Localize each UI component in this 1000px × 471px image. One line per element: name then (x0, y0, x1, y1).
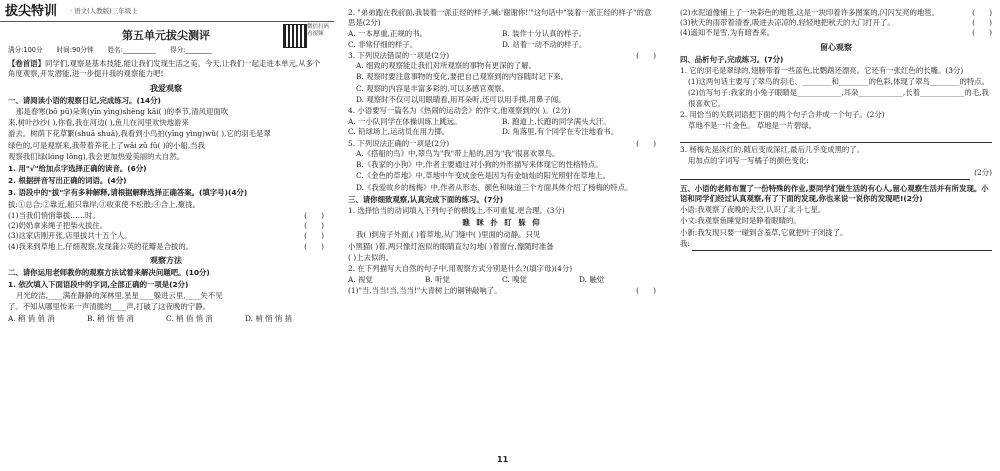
passage-line: 月光皎洁,____满在静静的深林里,星星____躲进云里,____失不见 (16, 291, 223, 301)
question-row (348, 51, 656, 61)
question-1-3: 3. 语段中的"拔"字有多种解释,请根据解释选择正确答案。(填字号)(4分) (8, 188, 248, 198)
question-3-1: 1. 选择恰当的动词填入下列句子的横线上,不可重复,更合理。(3分) (348, 205, 565, 215)
question-4-3: 3. 杨梅先是淡红的,随后变成深红,最后几乎变成黑的了。 (680, 145, 865, 155)
option-b[interactable]: B. 观察时要注意事物的变化,要把自己观察到的内容随时记下来。 (356, 72, 569, 82)
list-item: (4)遥知不是雪,为有暗香来。 ( ) (680, 28, 992, 38)
option-b[interactable]: B. 跑道上,长跑的同学满头大汗。 (502, 117, 611, 127)
option-b[interactable]: B. 听觉 (425, 275, 450, 285)
passage-line: 来,树叶沙沙( ),你看,我在河边( ),鱼儿在河里欢快地游来 (8, 118, 189, 128)
verb-choices: 瞧 眯 扑 盯 躲 仰 (462, 218, 542, 228)
option-c[interactable]: C. 非常仔细的样子。 (348, 39, 418, 49)
list-item: (4)我来到草地上,仔细观察,发现蒲公英的花瓣是合拔的。 ( ) (8, 241, 324, 251)
answer-line[interactable] (680, 169, 970, 180)
question-4-1-2[interactable]: (2)仿写句子:我家的小兔子眼睛是____________,耳朵____________,长着____________的毛,我很喜欢它。 (688, 88, 989, 108)
question-2: 二、请你运用老师教你的观察方法试着来解决问题吧。(10分) (8, 267, 210, 277)
page-title: 第五单元拔尖测评 (122, 29, 210, 42)
question-4-1-1[interactable]: (1)这两句话主要写了翠鸟的羽毛、________和________的色彩,体现了翠鸟________的特点。 (688, 77, 990, 87)
passage-1 (8, 107, 324, 162)
question-2-4: 4. 小语要写一篇名为《热闹的运动会》的作文,他观察到的( )。(2分) (348, 105, 571, 115)
list-item: (1)当我们悄悄靠拔……时。 ( ) (8, 210, 324, 220)
dialogue-line: 小语:我观察了夜晚的天空,认识了北斗七星。 (680, 205, 826, 215)
answer-line[interactable] (680, 132, 992, 143)
dialogue-line: 小新:我发现只要一碰到含羞草,它就把叶子闭拢了。 (680, 227, 848, 237)
option-b[interactable]: B. 装作十分认真的样子。 (502, 29, 587, 39)
passage-line: 小黑猫( )着,两只像灯泡似的眼睛直勾勾地( )着窗台,像随时准备 (348, 241, 554, 251)
option-d[interactable]: D. 观察时不仅可以用眼睛看,用耳朵听,还可以用手摸,用鼻子闻。 (356, 94, 566, 104)
option-a[interactable]: A.《搭船的鸟》中,翠鸟为"我"带上船的,因为"我"很喜欢翠鸟。 (356, 148, 560, 158)
score-field[interactable]: 得分:________ (169, 46, 212, 55)
answer-bracket[interactable]: ( ) (636, 286, 656, 296)
section-heading-3: 留心观察 (820, 42, 852, 52)
dialogue-line: 我: (680, 238, 690, 248)
question-2-2: 2. "弟弟跑在我前面,我装着一派正经的样子,喊:'谢谢你!'"这句话中"装着一派正经的样子"的意思是(2分) (348, 8, 652, 28)
option-d[interactable]: D. 梢 悄 悄 捎 (245, 313, 292, 323)
question-4-3-prompt: 用加点的字词写一写橘子的颜色变化: (688, 156, 809, 166)
option-c[interactable]: C. 铅球场上,运动员在用力掷。 (348, 127, 450, 137)
option-d[interactable]: D. 站着一动不动的样子。 (502, 39, 587, 49)
option-b[interactable]: B. 稍 悄 悄 消 (87, 313, 134, 323)
sentence-pair: 草地不是一片金色。 草地是一片碧绿。 (688, 121, 816, 130)
intro-text: 同学们,观察是基本技能,能让我们发现生活之美。今天,让我们一起走进本单元,从多个角度观察,开发潜能,进一步提升我的观察能力吧! (8, 59, 321, 79)
option-b[interactable]: B.《我家的小狗》中,作者主要通过对小狗的外形描写来体现它的性格特点。 (356, 160, 603, 170)
answer-bracket[interactable]: ( ) (304, 210, 324, 220)
question-4-1: 1. 它的羽毛是翠绿的,翅膀带着一些蓝色,比鹦鹉还漂亮。它还有一张红色的长嘴。(3分) (680, 65, 964, 75)
page-number: 11 (497, 455, 509, 464)
question-2-5: 5. 下列说法正确的一项是(2分) (348, 138, 450, 148)
score-label: (2分) (974, 167, 992, 177)
book-subtitle: · 语文(人教版)三年级上 (70, 7, 138, 15)
answer-bracket[interactable]: ( ) (304, 221, 324, 231)
passage-line: 游去。树荫下花草繁(shuā shuǎ),我看到小鸟拍(yǐng yìng)wǔ( ),它的羽毛是翠 (8, 129, 271, 139)
question-row (348, 139, 656, 149)
options-grid (348, 117, 656, 137)
passage-line: 绿色的,可是观察来,我带着养花上了wǎi zǔ fǔ( )的小船,当我 (8, 140, 205, 150)
question-3: 三、请你细致观察,认真完成下面的练习。(7分) (348, 194, 504, 204)
list-item: (2)奶奶拿来绳子把柴火拔住。 ( ) (8, 221, 324, 231)
option-a[interactable]: A. 视觉 (348, 275, 373, 285)
option-d[interactable]: D. 触觉 (579, 275, 605, 285)
list-item: (2)水泥道像铺上了一块彩色的地毯,这是一块印着许多图案的,闪闪发亮的地毯。 ( ) (680, 8, 992, 17)
time-limit: 时间:90分钟 (56, 46, 94, 55)
qr-label: 微信扫码 看视频 (307, 24, 330, 37)
column-middle (334, 0, 668, 471)
option-a[interactable]: A. 一本厚重,正规的书。 (348, 29, 427, 39)
question-2-3: 3. 下列说法错误的一项是(2分) (348, 50, 450, 60)
option-a[interactable]: A. 细致的观察能让我们对所观察的事物有更深的了解。 (356, 61, 537, 71)
passage-line: 那是春寒(bō pū)朵爽(yīn yìng)shèng kāi( )的季节,清风迎面吹 (16, 106, 229, 116)
options-row (348, 275, 656, 285)
definition-text: 拔:①总合;②靠近,船只靠岸;③收束使不松散;④合上,聚拢。 (8, 199, 201, 209)
option-a[interactable]: A. 一小队同学在体操训练上跳远。 (348, 117, 462, 127)
question-5: 五、小语的老师布置了一份特殊的作业,要同学们做生活的有心人,留心观察生活并有所发现。小语和同学们经过认真观察,有了下面的发现,你也来说一说你的发现吧!(2分) (680, 183, 989, 203)
passage-line: 了。不知从哪里传来一声清脆的____声,打破了这夜晚的宁静。 (8, 302, 210, 312)
section-heading-2: 观察方法 (150, 255, 182, 265)
dialogue-line: 小文:我观察鱼睡觉时是睁着眼睛的。 (680, 216, 801, 226)
column-left (0, 0, 334, 471)
answer-bracket[interactable]: ( ) (304, 241, 324, 251)
answer-bracket[interactable]: ( ) (636, 50, 656, 60)
question-1-1: 1. 用"√"给加点字选择正确的读音。(6分) (8, 164, 147, 174)
intro-label: 【卷首语】 (8, 59, 45, 69)
option-c[interactable]: C. 观察的内容是丰富多彩的,可以多感官观察。 (356, 83, 509, 93)
answer-bracket[interactable]: ( ) (636, 138, 656, 148)
question-2-1: 1. 依次填入下面语段中的字词,全部正确的一项是(2分) (8, 280, 189, 290)
passage-line: 观察我们绿(lóng lǒng),我会更加热爱美丽的大自然。 (8, 151, 185, 161)
brand-logo: 拔尖特训 (5, 4, 58, 19)
option-c[interactable]: C. 嗅觉 (502, 275, 527, 285)
answer-row (680, 168, 992, 182)
passage-line: ( )上去似的。 (348, 252, 394, 262)
option-c[interactable]: C. 梢 俏 悄 消 (166, 313, 213, 323)
section-heading-1: 我爱观察 (150, 83, 182, 93)
option-a[interactable]: A. 稍 俏 俏 消 (8, 313, 55, 323)
intro-paragraph (8, 59, 324, 79)
answer-row (680, 239, 992, 253)
question-1-2: 2. 根据拼音写出正确的词语。(4分) (8, 176, 127, 186)
answer-bracket[interactable]: ( ) (972, 28, 992, 38)
option-d[interactable]: D.《我爱故乡的杨梅》中,作者从形态、颜色和味道三个方面具体介绍了杨梅的特点。 (356, 182, 633, 192)
passage-line: 我( )到房子外面,( )着草地,从门缝中( )里面的动静。只见 (356, 230, 541, 240)
question-4-2: 2. 用恰当的关联词语把下面的两个句子合并成一个句子。(2分) (680, 109, 885, 119)
answer-line[interactable] (692, 240, 992, 251)
exam-meta (8, 46, 324, 55)
column-right (668, 0, 1000, 471)
question-4: 四、品析句子,完成练习。(7分) (680, 54, 784, 64)
list-item: (3)秋天的雨带着清香,吸进去凉凉的,轻轻地把秋天的大门打开了。 ( ) (680, 18, 992, 28)
full-score: 满分:100分 (8, 46, 43, 55)
answer-bracket[interactable]: ( ) (304, 231, 324, 241)
options-grid (348, 29, 656, 49)
list-item: (1)"当,当当!当,当当!"大青树上的铜钟敲响了。 ( ) (348, 286, 656, 296)
option-d[interactable]: D. 角落里,有个同学在专注地看书。 (502, 127, 619, 137)
list-item: (3)这家店刚开张,店里拔共十五个人。 ( ) (8, 231, 324, 241)
option-c[interactable]: C.《金色的草地》中,草地中午变成金色是因为有金灿灿的阳光照射在草地上。 (356, 171, 610, 181)
answer-bracket[interactable]: ( ) (972, 8, 992, 17)
options-row (8, 314, 324, 324)
question-3-2: 2. 在下列描写大自然的句子中,用观察方式分别是什么?(填字母)(4分) (348, 264, 573, 274)
name-field[interactable]: 姓名:__________ (107, 46, 156, 55)
question-1: 一、请阅读小语的观察日记,完成练习。(14分) (8, 95, 161, 105)
answer-bracket[interactable]: ( ) (972, 18, 992, 28)
